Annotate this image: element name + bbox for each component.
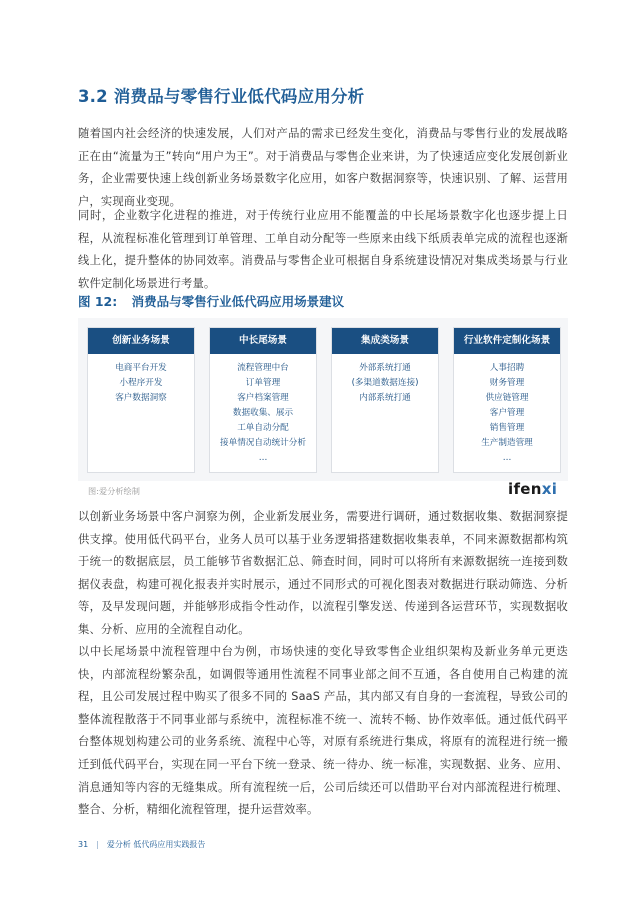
list-item: 人事招聘 [489,363,525,373]
list-item: 流程管理中台 [237,363,289,373]
scenario-diagram [78,318,568,481]
column-list [88,354,194,406]
section-number: 3.2 [78,87,108,106]
list-item: 客户数据洞察 [115,393,167,403]
column-header: 行业软件定制化场景 [454,328,560,354]
column-header: 集成类场景 [332,328,438,354]
list-item: 财务管理 [489,378,525,388]
scenario-column [87,327,195,473]
paragraph-customer-insight: 以创新业务场景中客户洞察为例，企业新发展业务，需要进行调研，通过数据收集、数据洞察提供支撑。使用低代码平台，业务人员可以基于业务逻辑搭建数据收集表单，不同来源数据都构筑于统一的数据底层，员工能够节省数据汇总、筛查时间，同时可以将所有来源数据统一连接到数据仪表盘，构建可视化报表并实时展示，通过不同形式的可视化图表对数据进行联动筛选、分析等，及早发现问题，并能够形成指令性动作，以流程引擎发送、传递到各运营环节，实现数据收集、分析、应用的全流程自动化。 [78,510,568,636]
page-footer [78,839,205,850]
scenario-column [453,327,561,473]
column-list [332,354,438,406]
list-item: 生产制造管理 [481,438,533,448]
list-item: 销售管理 [489,423,525,433]
column-header: 中长尾场景 [210,328,316,354]
paragraph-long-tail: 同时，企业数字化进程的推进，对于传统行业应用不能覆盖的中长尾场景数字化也逐步提上日程，从流程标准化管理到订单管理、工单自动分配等一些原来由线下纸质表单完成的流程也逐渐线上化，提升整体的协同效率。消费品与零售企业可根据自身系统建设情况对集成类场景与行业软件定制化场景进行考量。 [78,209,568,290]
section-title [78,83,364,107]
page-number: 31 [78,840,89,849]
figure-label: 图 12: [78,294,118,309]
column-list [454,354,560,466]
list-item: 数据收集、展示 [232,408,294,418]
figure-source: 图:爱分析绘制 [88,486,140,496]
report-title: 爱分析 低代码应用实践报告 [106,840,206,849]
scenario-column [331,327,439,473]
list-item: 客户管理 [489,408,525,418]
figure-caption [78,292,344,310]
footer-separator: | [96,840,99,849]
list-item: 外部系统打通 [359,363,411,373]
list-item: 内部系统打通 [359,393,411,403]
column-header: 创新业务场景 [88,328,194,354]
list-item: … [502,453,512,463]
list-item: 订单管理 [245,378,281,388]
list-item: 接单情况自动统计分析 [220,438,306,448]
logo-text: ifen [508,480,542,498]
list-item: 客户档案管理 [237,393,289,403]
list-item: 工单自动分配 [237,423,289,433]
figure-title: 消费品与零售行业低代码应用场景建议 [131,294,345,309]
list-item: 小程序开发 [119,378,163,388]
scenario-column [209,327,317,473]
section-heading: 消费品与零售行业低代码应用分析 [113,87,365,106]
list-item: … [258,453,268,463]
logo-accent: xi [541,480,558,498]
paragraph-intro: 随着国内社会经济的快速发展，人们对产品的需求已经发生变化，消费品与零售行业的发展战略正在由“流量为王”转向“用户为王”。对于消费品与零售企业来讲，为了快速适应变化发展创新业务，企业需要快速上线创新业务场景数字化应用，如客户数据洞察等，快速识别、了解、运营用户，实现商业变现。 [78,127,568,208]
ifenxi-logo [508,480,557,498]
paragraph-process-hub: 以中长尾场景中流程管理中台为例，市场快速的变化导致零售企业组织架构及新业务单元更迭快，内部流程纷繁杂乱，如调假等通用性流程不同事业部之间不互通，各自使用自己构建的流程，且公司发展过程中购买了很多不同的 SaaS 产品，其内部又有自身的一套流程，导致公司的整体流程散落于不同事业部与系统中，流程标准不统一、流转不畅、协作效率低。通过低代码平台整体规划构建公司的业务系统、流程中心等，对原有系统进行集成，将原有的流程进行统一搬迁到低代码平台，实现在同一平台下统一登录、统一待办、统一标准，实现数据、业务、应用、消息通知等内容的无缝集成。所有流程统一后，公司后续还可以借助平台对内部流程进行梳理、整合、分析，精细化流程管理，提升运营效率。 [78,645,568,817]
list-item: 供应链管理 [485,393,529,403]
list-item: 电商平台开发 [115,363,167,373]
list-item: (多渠道数据连接) [351,378,419,388]
column-list [210,354,316,466]
